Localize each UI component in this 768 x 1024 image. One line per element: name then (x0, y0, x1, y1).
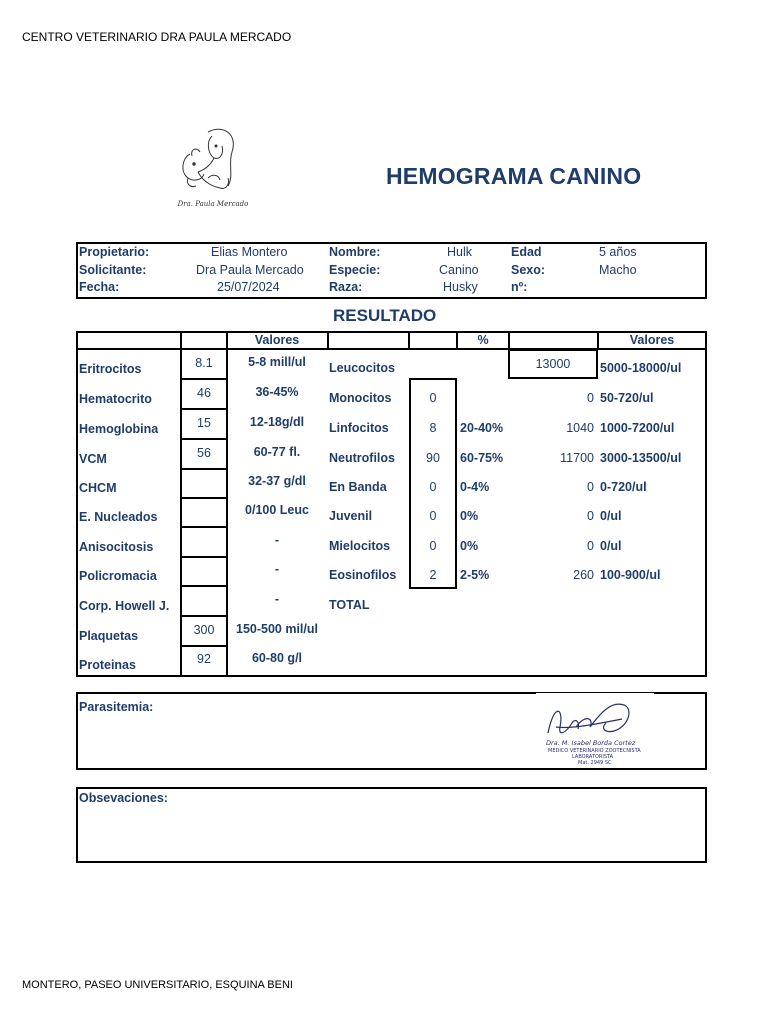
right-row-ref: 1000-7200/ul (600, 421, 675, 435)
parasitemia-label: Parasitemia: (79, 700, 154, 714)
leucocitos-value: 13000 (535, 357, 571, 371)
left-row-value: 92 (197, 652, 211, 666)
left-row-ref: 36-45% (255, 385, 299, 399)
svg-text:Dra. M. Isabel Borda Cortez: Dra. M. Isabel Borda Cortez (546, 739, 636, 747)
header-valores-right: Valores (629, 333, 675, 347)
fecha-label: Fecha: (79, 280, 120, 294)
sexo-value: Macho (599, 263, 637, 277)
right-row-percent: 0% (460, 539, 479, 553)
right-row-absolute: 1040 (566, 421, 594, 435)
row-divider (180, 438, 228, 440)
row-divider (180, 468, 228, 470)
left-row-name: Eritrocitos (79, 362, 142, 376)
right-row-absolute: 0 (587, 391, 594, 405)
right-row-percent: 0% (460, 509, 479, 523)
resultado-title: RESULTADO (333, 306, 437, 325)
page-title: HEMOGRAMA CANINO (386, 163, 642, 189)
right-row-ref: 100-900/ul (600, 568, 661, 582)
raza-label: Raza: (329, 280, 363, 294)
right-row-count: 90 (426, 451, 440, 465)
solicitante-label: Solicitante: (79, 263, 147, 277)
nombre-value: Hulk (447, 245, 473, 259)
svg-text:LABORATORISTA: LABORATORISTA (572, 754, 614, 760)
left-row-value: 46 (197, 386, 211, 400)
row-divider (180, 556, 228, 558)
numero-label: nº: (511, 280, 528, 294)
left-row-ref: 60-80 g/l (251, 651, 303, 665)
sexo-label: Sexo: (511, 263, 546, 277)
left-row-name: Plaquetas (79, 629, 139, 643)
right-row-count: 0 (429, 539, 437, 553)
left-row-value: 300 (193, 623, 215, 637)
right-row-name: Juvenil (329, 509, 373, 523)
row-divider (180, 615, 228, 617)
woman-dog-logo-icon (168, 124, 258, 212)
left-row-ref: - (274, 533, 280, 547)
row-divider (180, 408, 228, 410)
right-row-name: En Banda (329, 480, 387, 494)
left-row-ref: 150-500 mil/ul (236, 622, 318, 636)
right-row-percent: 2-5% (460, 568, 490, 582)
svg-text:Mat. 2949 SC: Mat. 2949 SC (578, 760, 612, 766)
right-row-percent: 20-40% (460, 421, 504, 435)
results-table (76, 331, 707, 677)
right-row-count: 2 (429, 568, 437, 582)
footer-address: MONTERO, PASEO UNIVERSITARIO, ESQUINA BENI (22, 979, 293, 991)
left-row-name: Hemoglobina (79, 422, 159, 436)
right-row-ref: 0/ul (600, 539, 622, 553)
right-row-absolute: 0 (587, 480, 594, 494)
fecha-value: 25/07/2024 (217, 280, 280, 294)
left-row-name: Anisocitosis (79, 540, 154, 554)
right-row-name: TOTAL (329, 598, 370, 612)
left-row-name: CHCM (79, 481, 117, 495)
right-row-percent: 0-4% (460, 480, 490, 494)
row-divider (180, 378, 228, 380)
left-row-value: 8.1 (195, 356, 213, 370)
right-row-count: 0 (429, 480, 437, 494)
left-row-name: Hematocrito (79, 392, 152, 406)
row-divider (180, 497, 228, 499)
raza-value: Husky (443, 280, 478, 294)
left-row-ref: 60-77 fl. (253, 445, 301, 459)
left-row-ref: 32-37 g/dl (248, 474, 306, 488)
right-row-ref: 3000-13500/ul (600, 451, 682, 465)
right-row-absolute: 0 (587, 509, 594, 523)
left-row-ref: - (274, 592, 280, 606)
leucocitos-ref: 5000-18000/ul (600, 361, 682, 375)
left-row-ref: 12-18g/dl (249, 415, 305, 429)
svg-text:MEDICO VETERINARIO ZOOTECNISTA: MEDICO VETERINARIO ZOOTECNISTA (548, 748, 641, 754)
nombre-label: Nombre: (329, 245, 381, 259)
left-row-name: Proteinas (79, 658, 136, 672)
row-divider (180, 585, 228, 587)
right-row-count: 0 (429, 391, 437, 405)
especie-value: Canino (439, 263, 479, 277)
leucocitos-label: Leucocitos (329, 361, 395, 375)
right-row-count: 0 (429, 509, 437, 523)
propietario-value: Elias Montero (211, 245, 288, 259)
count-column-box (409, 378, 457, 589)
right-row-name: Monocitos (329, 391, 392, 405)
right-row-ref: 0-720/ul (600, 480, 647, 494)
svg-text:Dra. Paula Mercado: Dra. Paula Mercado (177, 200, 249, 208)
right-row-count: 8 (429, 421, 437, 435)
right-row-name: Neutrofilos (329, 451, 395, 465)
left-row-name: Corp. Howell J. (79, 599, 170, 613)
left-row-ref: - (274, 562, 280, 576)
right-row-absolute: 260 (573, 568, 594, 582)
propietario-label: Propietario: (79, 245, 150, 259)
left-row-ref: 5-8 mill/ul (248, 355, 306, 369)
right-row-absolute: 11700 (560, 451, 594, 465)
right-row-ref: 0/ul (600, 509, 622, 523)
right-row-percent: 60-75% (460, 451, 504, 465)
signature-stamp (536, 693, 654, 767)
clinic-header: CENTRO VETERINARIO DRA PAULA MERCADO (22, 30, 292, 44)
observaciones-box (76, 787, 707, 863)
observaciones-label: Obsevaciones: (79, 791, 168, 805)
header-valores-left: Valores (254, 333, 300, 347)
right-row-name: Eosinofilos (329, 568, 397, 582)
right-row-name: Mielocitos (329, 539, 391, 553)
especie-label: Especie: (329, 263, 381, 277)
edad-label: Edad (511, 245, 542, 259)
solicitante-value: Dra Paula Mercado (196, 263, 304, 277)
left-row-value: 56 (197, 446, 211, 460)
row-divider (180, 526, 228, 528)
left-row-name: E. Nucleados (79, 510, 158, 524)
left-row-name: Policromacia (79, 569, 157, 583)
row-divider (180, 645, 228, 647)
right-row-absolute: 0 (587, 539, 594, 553)
signature-icon (536, 693, 654, 767)
right-row-ref: 50-720/ul (600, 391, 654, 405)
header-percent: % (477, 333, 489, 347)
left-row-value: 15 (197, 416, 211, 430)
left-row-ref: 0/100 Leuc (245, 503, 309, 517)
left-row-name: VCM (79, 452, 107, 466)
clinic-logo (168, 124, 258, 212)
edad-value: 5 años (599, 245, 637, 259)
right-row-name: Linfocitos (329, 421, 389, 435)
